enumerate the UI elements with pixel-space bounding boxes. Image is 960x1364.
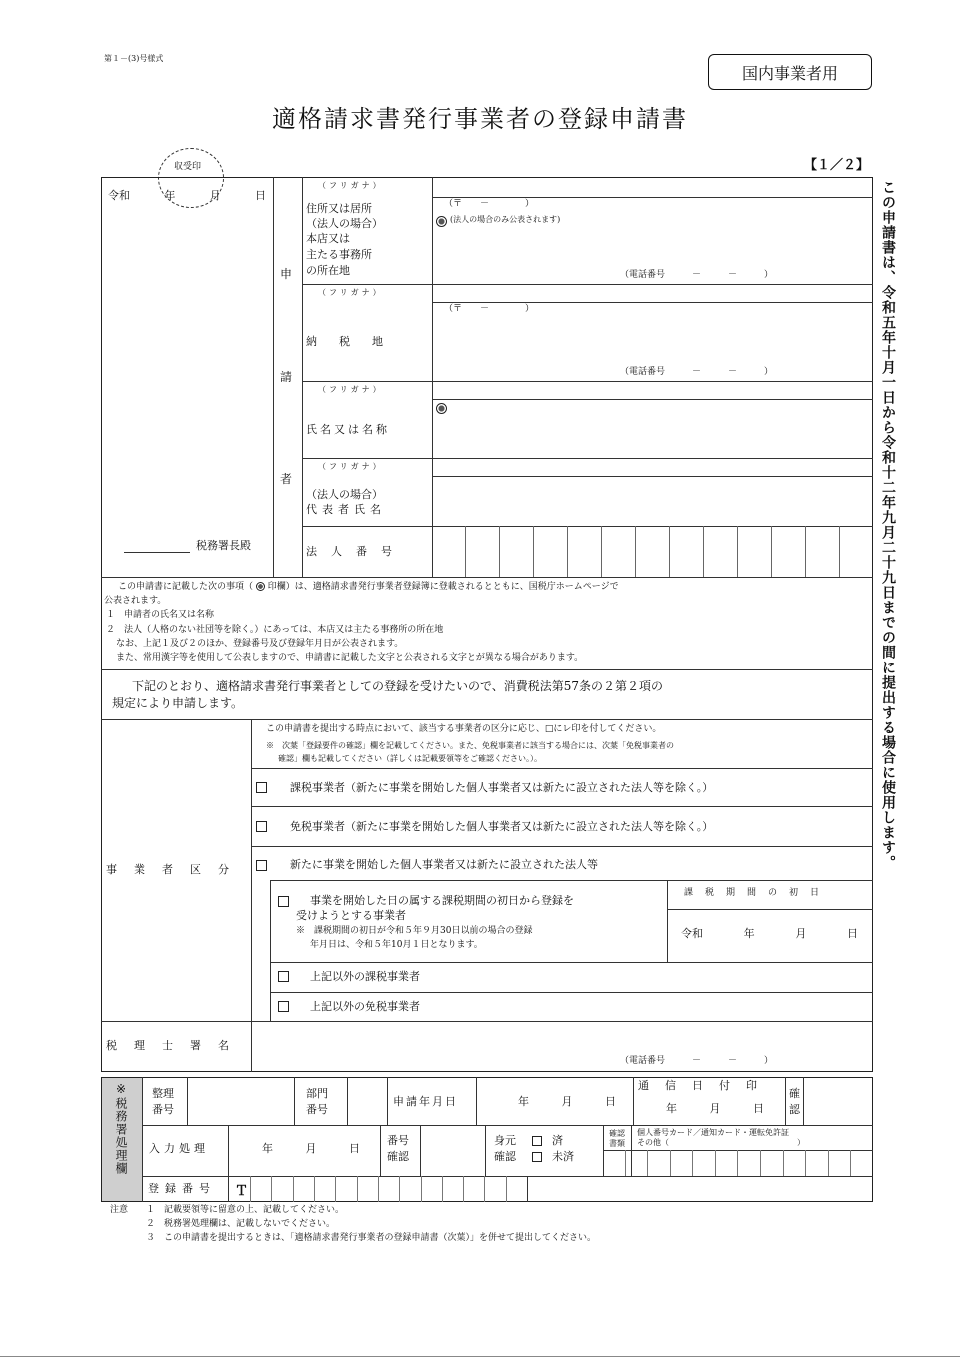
form-title: 適格請求書発行事業者の登録申請書 [272,105,688,133]
tax-place-postal: （〒 － ） [444,304,535,314]
note-3: ３ この申請書を提出するときは、「適格請求書発行事業者の登録申請書（次葉）」を併せて提出してください。 [146,1233,597,1243]
applicant-char-1: 申 [280,267,293,281]
seiri-label-1: 整理 [152,1087,174,1100]
doc-type-2: その他（ ） [637,1138,805,1147]
name-input[interactable] [452,403,866,455]
office-use-label: ※税務署処理欄 [114,1082,128,1175]
tax-accountant-signature-input[interactable] [256,1025,866,1069]
publication-notice-line2: 公表されます。 [104,596,167,606]
corp-number-label: 法人番号 [306,545,406,558]
period-month: 月 [795,927,807,940]
checkbox-identity-done[interactable] [532,1136,542,1146]
tax-accountant-label: 税理士署名 [106,1039,246,1052]
period-start-header: 課税期間の初日 [684,888,832,898]
address-label-2: （法人の場合） [306,217,383,230]
date-year: 年 [164,189,176,202]
checkbox-new-business[interactable] [256,860,267,871]
doc-label-2: 書類 [609,1139,625,1148]
page-indicator: 【１／２】 [804,158,870,173]
checkbox-taxable[interactable] [256,782,267,793]
note-2: ２ 税務署処理欄は、記載しないでください。 [146,1219,336,1229]
side-validity-note: この申請書は、令和五年十月一日から令和十二年九月二十九日までの間に提出する場合に使用します。 [880,180,896,870]
seiri-label-2: 番号 [152,1103,174,1116]
address-label-4: 主たる事務所 [306,248,372,261]
rep-label-2: 代表者氏名 [306,503,386,516]
tsushin-label: 通信日付印 [638,1079,773,1092]
address-input[interactable] [436,200,866,280]
sub-start-note-1: ※ 課税期間の初日が令和５年９月30日以前の場合の登録 [296,926,533,936]
declaration-line2: 規定により申請します。 [112,696,244,710]
period-year: 年 [743,927,755,940]
public-only-note: (法人の場合のみ公表されます) [450,215,561,224]
mimoto-label-1: 身元 [494,1134,516,1147]
checkbox-other-taxable[interactable] [278,971,289,982]
period-day: 日 [846,927,858,940]
date-day: 日 [254,189,266,202]
mimoto-label-2: 確認 [494,1150,516,1163]
tax-place-phone: （電話番号 － － ） [620,367,774,377]
classification-instruction-2: ※ 次葉「登録要件の確認」欄を記載してください。また、免税事業者に該当する場合には、次葉「免税事業者の [266,741,674,750]
reg-number-boxes[interactable] [250,1176,528,1202]
reg-number-prefix: Ｔ [235,1184,249,1199]
apply-date-value: 年 月 日 [518,1095,616,1108]
input-process-label: 入力処理 [149,1142,209,1155]
sub-other-exempt: 上記以外の免税事業者 [310,1000,420,1013]
rep-label-1: （法人の場合） [306,488,383,501]
application-date[interactable] [108,189,266,203]
address-label-5: の所在地 [306,264,350,277]
tax-place-input[interactable] [436,306,866,378]
domestic-badge [708,54,872,90]
tax-office-addressee: 税務署長殿 [196,539,251,552]
publication-mark-icon-name [436,403,447,414]
identity-done-label: 済 [552,1134,563,1147]
declaration-line1: 下記のとおり、適格請求書発行事業者としての登録を受けたいので、消費税法第57条の２第２項の [132,679,664,693]
reg-number-label: 登録番号 [148,1182,216,1195]
period-start-date[interactable] [681,927,858,941]
date-month: 月 [209,189,221,202]
doc-label-1: 確認 [609,1129,625,1138]
bumon-label-1: 部門 [306,1087,328,1100]
name-label: 氏名又は名称 [306,423,390,436]
applicant-char-2: 請 [280,370,293,384]
note-1: １ 記載要領等に留意の上、記載してください。 [146,1205,345,1215]
notes-head: 注意 [110,1205,129,1215]
publication-note-1: なお、上記１及び２のほか、登録番号及び登録年月日が公表されます。 [116,639,404,649]
checkbox-exempt[interactable] [256,821,267,832]
publication-item-2: ２ 法人（人格のない社団等を除く。）にあっては、本店又は主たる事務所の所在地 [106,625,444,635]
period-era: 令和 [681,927,703,940]
furigana-label-name: （フリガナ） [318,385,384,394]
publication-mark-icon-inline [256,582,265,591]
corp-number-input[interactable] [432,526,873,577]
form-number: 第１－(3)号様式 [104,54,164,63]
checkbox-identity-not-done[interactable] [532,1152,542,1162]
applicant-char-3: 者 [280,472,293,486]
kakunin-label-2: 認 [789,1103,800,1116]
checkbox-other-exempt[interactable] [278,1001,289,1012]
bango-label-1: 番号 [387,1134,409,1147]
sub-start-note-2: 年月日は、令和５年10月１日となります。 [310,940,483,950]
identity-not-done-label: 未済 [552,1150,574,1163]
publication-note-2: また、常用漢字等を使用して公表しますので、申請書に記載した文字と公表される文字とが異なる場合があります。 [116,653,584,663]
doc-number-boxes[interactable] [603,1150,873,1176]
date-era: 令和 [108,189,130,202]
tax-place-label: 納税地 [306,335,405,348]
option-exempt: 免税事業者（新たに事業を開始した個人事業者又は新たに設立された法人等を除く。） [290,820,714,833]
classification-instruction-3: 確認」欄も記載してください（詳しくは記載要領等をご確認ください。）。 [278,754,542,763]
option-taxable: 課税事業者（新たに事業を開始した個人事業者又は新たに設立された法人等を除く。） [290,781,714,794]
address-postal: （〒 － ） [444,199,535,209]
tax-accountant-phone: （電話番号 － － ） [620,1056,774,1066]
checkbox-start-period[interactable] [278,896,289,907]
representative-input[interactable] [436,480,866,524]
publication-notice-line1: この申請書に記載した次の事項（ 印欄）は、適格請求書発行事業者登録簿に登載されるとともに、国税庁ホームページで [118,582,619,592]
apply-date-label: 申請年月日 [393,1095,458,1108]
classification-label: 事業者区分 [106,863,246,876]
address-label-3: 本店又は [306,232,350,245]
receipt-stamp-label: 収受印 [174,162,202,172]
bumon-label-2: 番号 [306,1103,328,1116]
sub-start-line1: 事業を開始した日の属する課税期間の初日から登録を [310,894,574,907]
sub-other-taxable: 上記以外の課税事業者 [310,970,420,983]
furigana-label: （フリガナ） [318,181,384,190]
classification-instruction-1: この申請書を提出する時点において、該当する事業者の区分に応じ、□にレ印を付してください。 [266,724,662,734]
tsushin-date: 年 月 日 [666,1102,764,1115]
kakunin-label-1: 確 [789,1087,800,1100]
address-label-1: 住所又は居所 [306,202,372,215]
domestic-badge-label: 国内事業者用 [741,63,838,83]
address-phone: （電話番号 － － ） [620,270,774,280]
option-new-business: 新たに事業を開始した個人事業者又は新たに設立された法人等 [290,858,598,871]
sub-start-line2: 受けようとする事業者 [296,909,406,922]
publication-item-1: １ 申請者の氏名又は名称 [106,610,215,620]
furigana-label-tax-place: （フリガナ） [318,288,384,297]
input-process-date: 年 月 日 [262,1142,360,1155]
furigana-label-rep: （フリガナ） [318,462,384,471]
bango-label-2: 確認 [387,1150,409,1163]
doc-type-1: 個人番号カード／通知カード・運転免許証 [637,1128,789,1137]
